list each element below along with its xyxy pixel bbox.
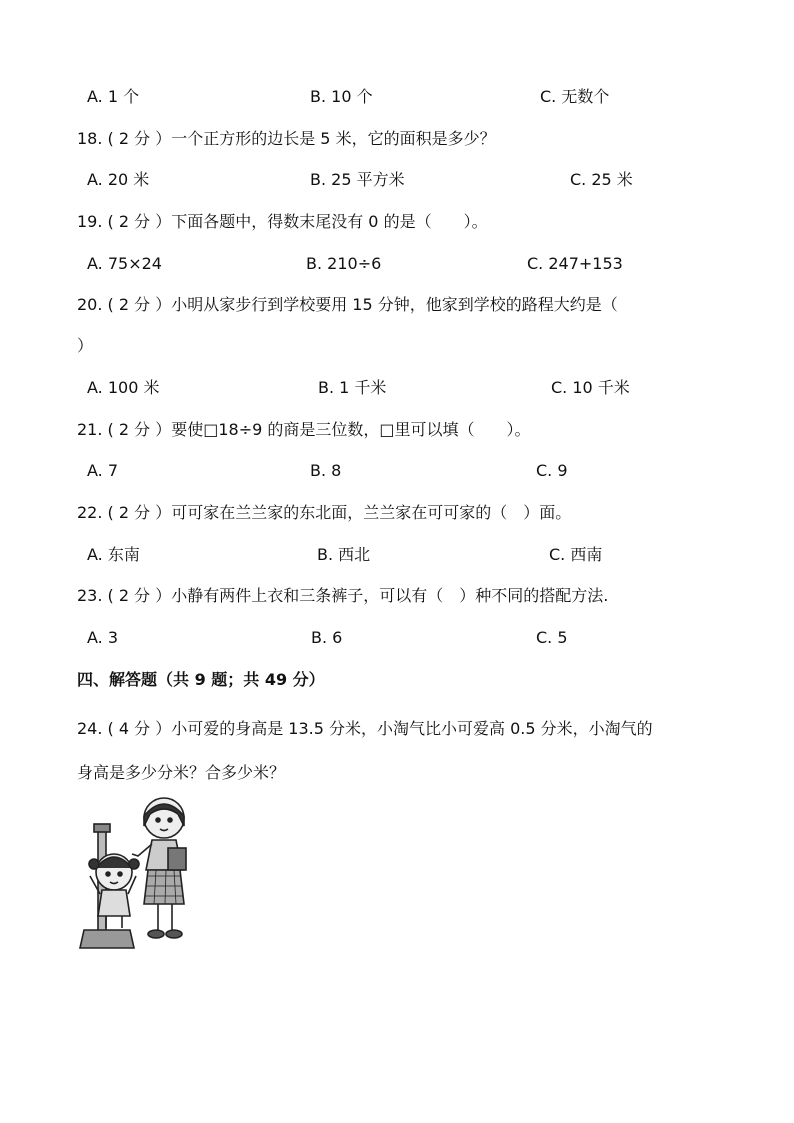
q23-question: 23. ( 2 分 ）小静有两件上衣和三条裤子，可以有（ ）种不同的搭配方法. [77, 586, 609, 605]
q17-option-a: A. 1 个 [87, 87, 140, 106]
q19-option-a: A. 75×24 [87, 254, 162, 273]
section-title: 四、解答题（共 9 题；共 49 分） [77, 670, 325, 689]
q18-question: 18. ( 2 分 ）一个正方形的边长是 5 米，它的面积是多少？ [77, 129, 496, 148]
scale-platform [80, 930, 134, 948]
q20-option-c: C. 10 千米 [551, 378, 630, 397]
q19-question: 19. ( 2 分 ）下面各题中，得数末尾没有 0 的是（ ）。 [77, 212, 488, 231]
q20-question-cont: ） [77, 336, 94, 355]
q23-option-b: B. 6 [311, 628, 343, 647]
small-girl-dress [98, 890, 130, 916]
q20-question: 20. ( 2 分 ）小明从家步行到学校要用 15 分钟，他家到学校的路程大约是（ [77, 295, 618, 314]
q24-question: 24. ( 4 分 ）小可爱的身高是 13.5 分米，小淘气比小可爱高 0.5 分米，小淘气的 [77, 719, 653, 738]
tall-girl-skirt [144, 870, 184, 904]
q20-option-b: B. 1 千米 [318, 378, 387, 397]
q22-option-b: B. 西北 [317, 545, 371, 564]
q17-option-b: B. 10 个 [310, 87, 373, 106]
clipboard [168, 848, 186, 870]
q18-option-c: C. 25 米 [570, 170, 633, 189]
q22-option-c: C. 西南 [549, 545, 603, 564]
girls-measuring-height-illustration [72, 790, 212, 955]
q17-option-c: C. 无数个 [540, 87, 610, 106]
q18-option-b: B. 25 平方米 [310, 170, 405, 189]
q21-option-b: B. 8 [310, 461, 342, 480]
q21-option-a: A. 7 [87, 461, 119, 480]
q19-option-c: C. 247+153 [527, 254, 623, 273]
q23-option-c: C. 5 [536, 628, 568, 647]
q24-question-cont: 身高是多少分米？合多少米？ [77, 763, 286, 782]
q22-question: 22. ( 2 分 ）可可家在兰兰家的东北面，兰兰家在可可家的（ ）面。 [77, 503, 572, 522]
q23-option-a: A. 3 [87, 628, 119, 647]
q22-option-a: A. 东南 [87, 545, 140, 564]
q21-question: 21. ( 2 分 ）要使□18÷9 的商是三位数，□里可以填（ ）。 [77, 420, 531, 439]
q21-option-c: C. 9 [536, 461, 568, 480]
q20-option-a: A. 100 米 [87, 378, 160, 397]
q19-option-b: B. 210÷6 [306, 254, 382, 273]
q18-option-a: A. 20 米 [87, 170, 150, 189]
